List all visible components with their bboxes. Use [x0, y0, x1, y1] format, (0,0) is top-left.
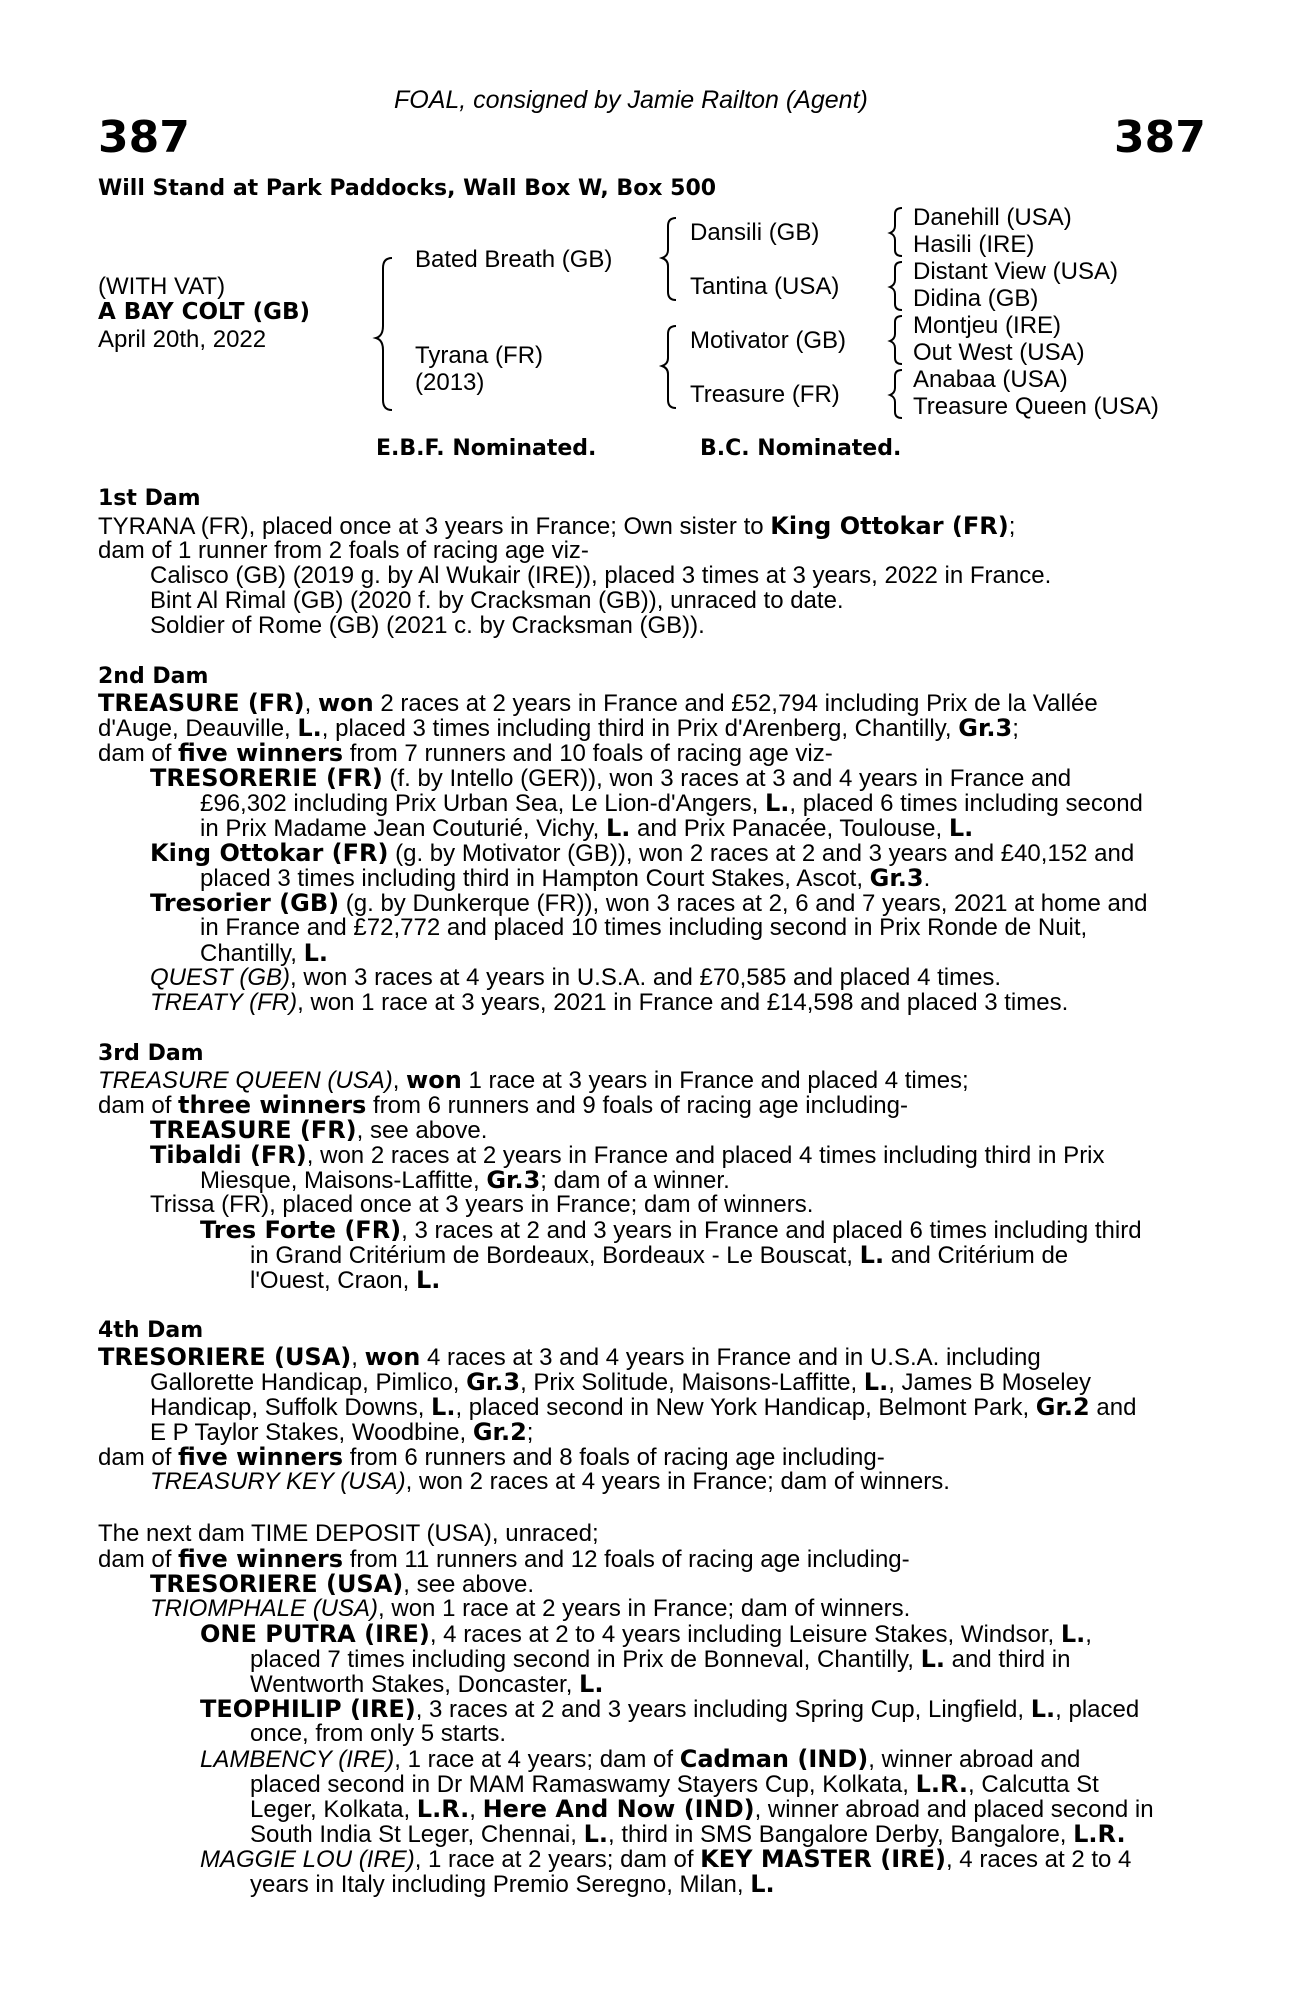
one-putra-line-2: placed 7 times including second in Prix de Bonneval, Chantilly, L. and third in [250, 1645, 1071, 1673]
pedigree-grandsire-1: Dansili (GB) [690, 219, 820, 246]
king-ottokar-line-1: King Ottokar (FR) (g. by Motivator (GB)), won 2 races at 2 and 3 years and £40,152 and [150, 839, 1135, 867]
lambency-line-2: placed second in Dr MAM Ramaswamy Stayers Cup, Kolkata, L.R., Calcutta St [250, 1770, 1099, 1798]
tresorerie-line-1: TRESORERIE (FR) (f. by Intello (GER)), won 3 races at 3 and 4 years in France and [150, 764, 1072, 792]
fourth-dam-line-1: TRESORIERE (USA), won 4 races at 3 and 4 years in France and in U.S.A. including [98, 1343, 1041, 1371]
pedigree-dam-year: (2013) [415, 369, 485, 396]
section-title-2nd-dam: 2nd Dam [98, 664, 209, 689]
second-dam-line-3: dam of five winners from 7 runners and 10 foals of racing age viz- [98, 739, 833, 767]
pedigree-grandsire-2: Motivator (GB) [690, 327, 847, 354]
one-putra-line-3: Wentworth Stakes, Doncaster, L. [250, 1670, 604, 1698]
second-dam-line-2: d'Auge, Deauville, L., placed 3 times including third in Prix d'Arenberg, Chantilly, Gr.3; [98, 714, 1019, 742]
pedigree-ggs-6: Out West (USA) [913, 339, 1085, 366]
pedigree-ggs-4: Didina (GB) [913, 285, 1039, 312]
tresorerie-line-2: £96,302 including Prix Urban Sea, Le Lion-d'Angers, L., placed 6 times including second [200, 789, 1143, 817]
tres-forte-line-2: in Grand Critérium de Bordeaux, Bordeaux - Le Bouscat, L. and Critérium de [250, 1241, 1069, 1269]
triomphale-line: TRIOMPHALE (USA), won 1 race at 2 years in France; dam of winners. [150, 1595, 911, 1622]
lot-number-left: 387 [98, 112, 190, 163]
pedigree-granddam-1: Tantina (USA) [690, 273, 840, 300]
fourth-dam-line-5: dam of five winners from 6 runners and 8 foals of racing age including- [98, 1443, 885, 1471]
maggie-lou-line-2: years in Italy including Premio Seregno, Milan, L. [250, 1870, 775, 1898]
tresorier-line-1: Tresorier (GB) (g. by Dunkerque (FR)), won 3 races at 2, 6 and 7 years, 2021 at home and [150, 889, 1148, 917]
pedigree-ggs-7: Anabaa (USA) [913, 366, 1068, 393]
section-title-4th-dam: 4th Dam [98, 1318, 204, 1343]
lambency-line-3: Leger, Kolkata, L.R., Here And Now (IND), winner abroad and placed second in [250, 1795, 1154, 1823]
next-dam-line-1: The next dam TIME DEPOSIT (USA), unraced; [98, 1520, 599, 1547]
section-title-1st-dam: 1st Dam [98, 486, 201, 511]
lot-number-right: 387 [1114, 112, 1206, 163]
lot-title: A BAY COLT (GB) [98, 299, 311, 325]
king-ottokar-line-2: placed 3 times including third in Hampton Court Stakes, Ascot, Gr.3. [200, 864, 931, 892]
tresorier-line-2: in France and £72,772 and placed 10 times including second in Prix Ronde de Nuit, [200, 914, 1088, 941]
pedigree-sire: Bated Breath (GB) [415, 246, 613, 273]
tresorier-line-3: Chantilly, L. [200, 939, 329, 967]
maggie-lou-line-1: MAGGIE LOU (IRE), 1 race at 2 years; dam of KEY MASTER (IRE), 4 races at 2 to 4 [200, 1845, 1132, 1873]
section-title-3rd-dam: 3rd Dam [98, 1041, 204, 1066]
first-dam-line: TYRANA (FR), placed once at 3 years in France; Own sister to King Ottokar (FR); [98, 512, 1016, 540]
pedigree-ggs-2: Hasili (IRE) [913, 231, 1035, 258]
first-dam-produce-2: Bint Al Rimal (GB) (2020 f. by Cracksman (GB)), unraced to date. [150, 587, 844, 614]
pedigree-dam: Tyrana (FR) [415, 342, 544, 369]
pedigree-ggs-1: Danehill (USA) [913, 204, 1072, 231]
tres-forte-line-3: l'Ouest, Craon, L. [250, 1266, 441, 1294]
third-dam-line-2: dam of three winners from 6 runners and 9 foals of racing age including- [98, 1091, 908, 1119]
treaty-line: TREATY (FR), won 1 race at 3 years, 2021 in France and £14,598 and placed 3 times. [150, 989, 1069, 1016]
treasury-key-line: TREASURY KEY (USA), won 2 races at 4 years in France; dam of winners. [150, 1468, 950, 1495]
tresoriere-see-above: TRESORIERE (USA), see above. [150, 1570, 535, 1598]
ebf-nomination: E.B.F. Nominated. [376, 436, 597, 461]
king-ottokar-ref: King Ottokar (FR) [770, 512, 1009, 540]
first-dam-produce-3: Soldier of Rome (GB) (2021 c. by Cracksman (GB)). [150, 612, 705, 639]
tres-forte-line-1: Tres Forte (FR), 3 races at 2 and 3 years in France and placed 6 times including third [200, 1216, 1142, 1244]
fourth-dam-line-4: E P Taylor Stakes, Woodbine, Gr.2; [150, 1418, 534, 1446]
pedigree-granddam-2: Treasure (FR) [690, 381, 840, 408]
tibaldi-line-1: Tibaldi (FR), won 2 races at 2 years in France and placed 4 times including third in Prix [150, 1141, 1105, 1169]
first-dam-produce-intro: dam of 1 runner from 2 foals of racing age viz- [98, 537, 589, 564]
bc-nomination: B.C. Nominated. [700, 436, 902, 461]
fourth-dam-line-3: Handicap, Suffolk Downs, L., placed second in New York Handicap, Belmont Park, Gr.2 and [150, 1393, 1137, 1421]
tibaldi-line-2: Miesque, Maisons-Laffitte, Gr.3; dam of a winner. [200, 1166, 730, 1194]
lambency-line-1: LAMBENCY (IRE), 1 race at 4 years; dam of Cadman (IND), winner abroad and [200, 1745, 1081, 1773]
teophilip-line-2: once, from only 5 starts. [250, 1720, 507, 1747]
next-dam-line-2: dam of five winners from 11 runners and 12 foals of racing age including- [98, 1545, 910, 1573]
vat-note: (WITH VAT) [98, 273, 226, 300]
lambency-line-4: South India St Leger, Chennai, L., third in SMS Bangalore Derby, Bangalore, L.R. [250, 1820, 1126, 1848]
pedigree-ggs-8: Treasure Queen (USA) [913, 393, 1159, 420]
quest-line: QUEST (GB), won 3 races at 4 years in U.S.A. and £70,585 and placed 4 times. [150, 964, 1002, 991]
pedigree-brackets [0, 0, 1314, 420]
third-dam-line-1: TREASURE QUEEN (USA), won 1 race at 3 years in France and placed 4 times; [98, 1066, 969, 1094]
tresorerie-line-3: in Prix Madame Jean Couturié, Vichy, L. and Prix Panacée, Toulouse, L. [200, 814, 974, 842]
second-dam-line-1: TREASURE (FR), won 2 races at 2 years in France and £52,794 including Prix de la Vallée [98, 689, 1098, 717]
foaling-date: April 20th, 2022 [98, 326, 267, 353]
pedigree-ggs-5: Montjeu (IRE) [913, 312, 1062, 339]
treasure-see-above: TREASURE (FR), see above. [150, 1116, 488, 1144]
pedigree-ggs-3: Distant View (USA) [913, 258, 1118, 285]
first-dam-produce-1: Calisco (GB) (2019 g. by Al Wukair (IRE)), placed 3 times at 3 years, 2022 in France. [150, 562, 1052, 589]
teophilip-line-1: TEOPHILIP (IRE), 3 races at 2 and 3 years including Spring Cup, Lingfield, L., placed [200, 1695, 1140, 1723]
consignor-line: FOAL, consigned by Jamie Railton (Agent) [394, 86, 868, 114]
one-putra-line-1: ONE PUTRA (IRE), 4 races at 2 to 4 years including Leisure Stakes, Windsor, L., [200, 1620, 1092, 1648]
fourth-dam-line-2: Gallorette Handicap, Pimlico, Gr.3, Prix Solitude, Maisons-Laffitte, L., James B Moseley [150, 1368, 1091, 1396]
stand-location: Will Stand at Park Paddocks, Wall Box W, Box 500 [98, 176, 717, 201]
trissa-line: Trissa (FR), placed once at 3 years in France; dam of winners. [150, 1191, 814, 1218]
